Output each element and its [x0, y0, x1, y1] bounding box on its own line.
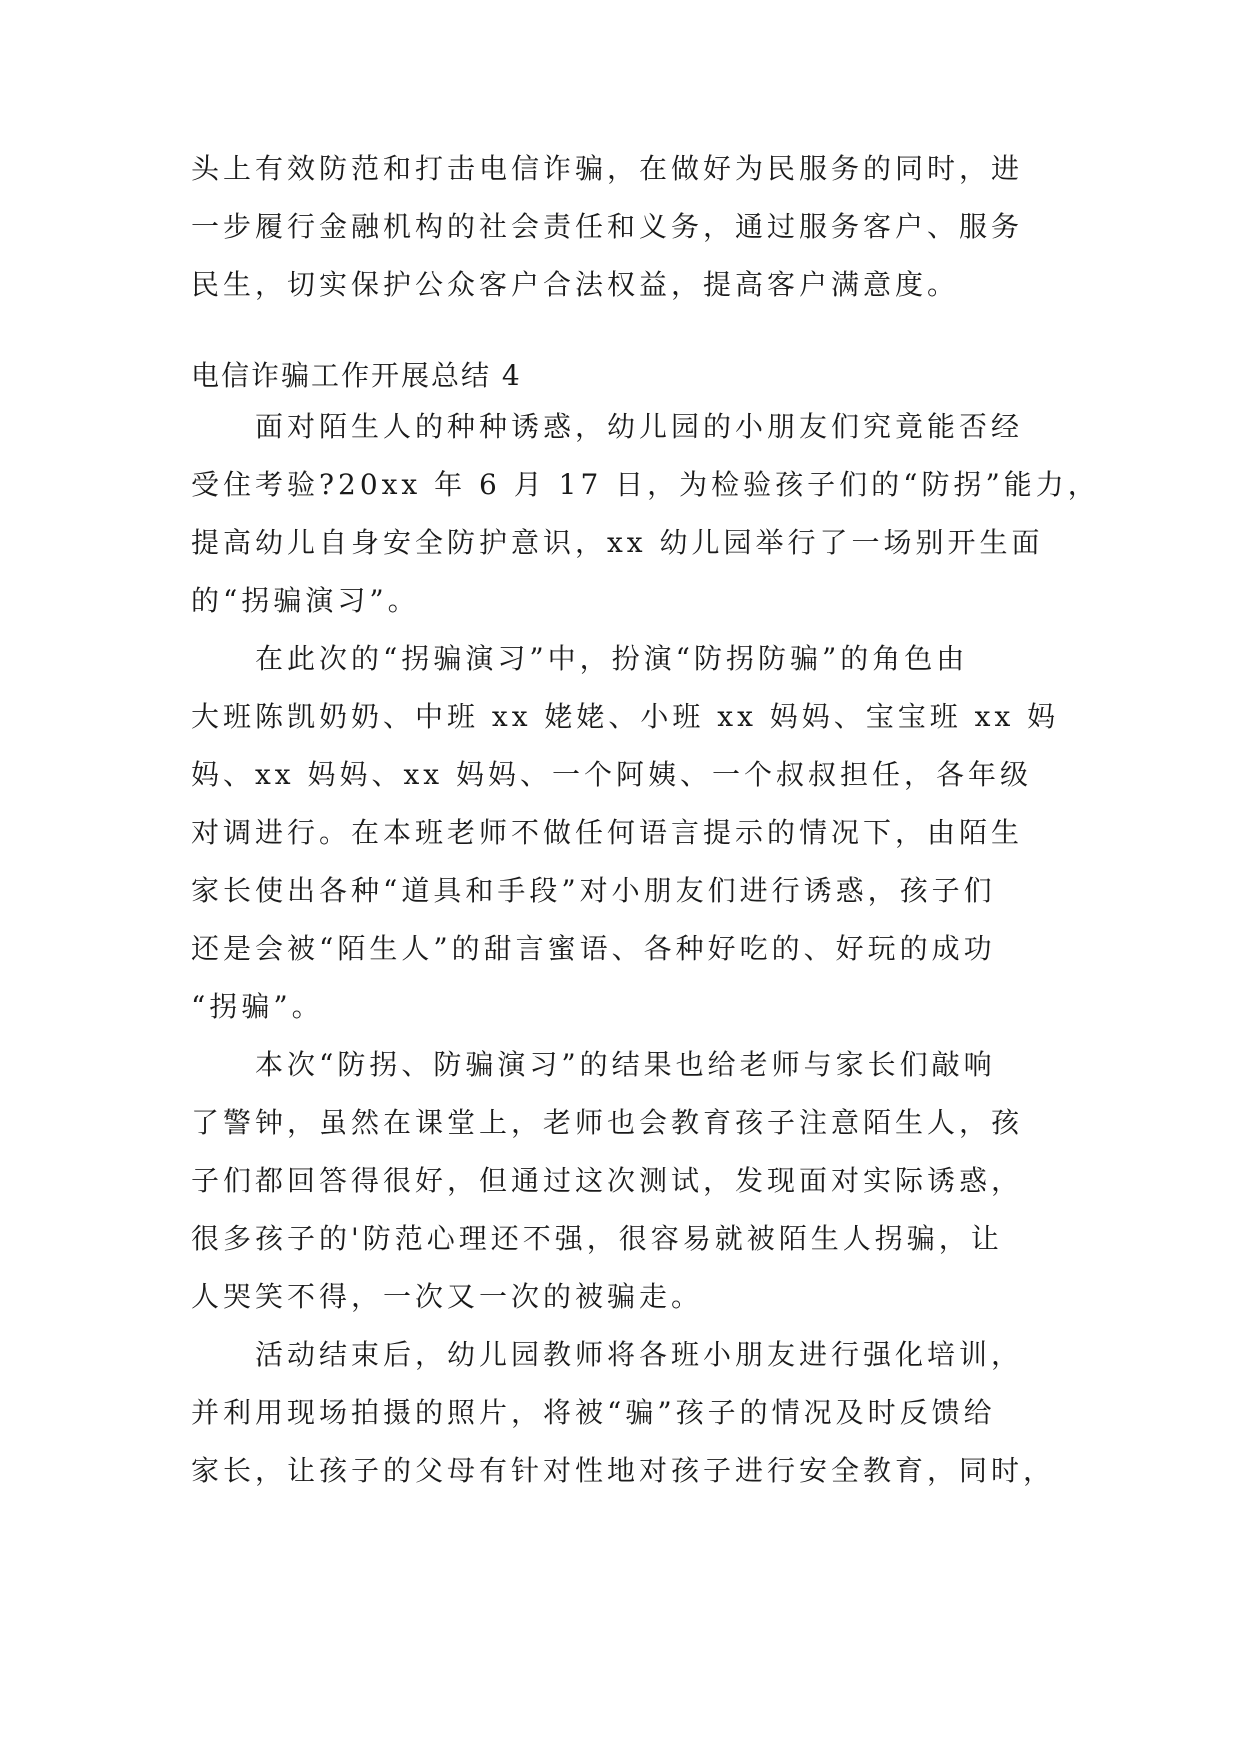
paragraph-1: [191, 398, 1100, 630]
text-line: 头上有效防范和打击电信诈骗，在做好为民服务的同时，进: [191, 152, 1024, 185]
text-line: 在此次的“拐骗演习”中，扮演“防拐防骗”的角色由: [255, 642, 969, 675]
text-line: 面对陌生人的种种诱惑，幼儿园的小朋友们究竟能否经: [255, 410, 1024, 443]
paragraph-2: [191, 630, 1060, 1036]
text-line: 家长，让孩子的父母有针对性地对孩子进行安全教育，同时，: [191, 1454, 1056, 1487]
intro-paragraph: [191, 140, 1051, 314]
text-line: 民生，切实保护公众客户合法权益，提高客户满意度。: [191, 268, 960, 301]
text-line: 子们都回答得很好，但通过这次测试，发现面对实际诱惑，: [191, 1164, 1024, 1197]
text-line: 大班陈凯奶奶、中班 xx 姥姥、小班 xx 妈妈、宝宝班 xx 妈: [191, 700, 1060, 733]
text-line: 活动结束后，幼儿园教师将各班小朋友进行强化培训，: [255, 1338, 1024, 1371]
section-heading: [191, 347, 1051, 405]
text-line: 很多孩子的'防范心理还不强，很容易就被陌生人拐骗，让: [191, 1222, 1003, 1255]
text-line: 家长使出各种“道具和手段”对小朋友们进行诱惑，孩子们: [191, 874, 996, 907]
text-line: 人哭笑不得，一次又一次的被骗走。: [191, 1280, 704, 1313]
text-line: 本次“防拐、防骗演习”的结果也给老师与家长们敲响: [255, 1048, 996, 1081]
text-line: “拐骗”。: [191, 990, 324, 1023]
text-line: 受住考验?20xx 年 6 月 17 日，为检验孩子们的“防拐”能力，: [191, 468, 1100, 501]
heading-text: 电信诈骗工作开展总结 4: [191, 359, 522, 392]
text-line: 妈、xx 妈妈、xx 妈妈、一个阿姨、一个叔叔担任，各年级: [191, 758, 1032, 791]
text-line: 并利用现场拍摄的照片，将被“骗”孩子的情况及时反馈给: [191, 1396, 996, 1429]
text-line: 一步履行金融机构的社会责任和义务，通过服务客户、服务: [191, 210, 1024, 243]
text-line: 对调进行。在本班老师不做任何语言提示的情况下，由陌生: [191, 816, 1024, 849]
text-line: 提高幼儿自身安全防护意识，xx 幼儿园举行了一场别开生面: [191, 526, 1044, 559]
text-line: 了警钟，虽然在课堂上，老师也会教育孩子注意陌生人，孩: [191, 1106, 1024, 1139]
paragraph-3: [191, 1036, 1051, 1326]
text-line: 的“拐骗演习”。: [191, 584, 420, 617]
paragraph-4: [191, 1326, 1056, 1500]
text-line: 还是会被“陌生人”的甜言蜜语、各种好吃的、好玩的成功: [191, 932, 996, 965]
